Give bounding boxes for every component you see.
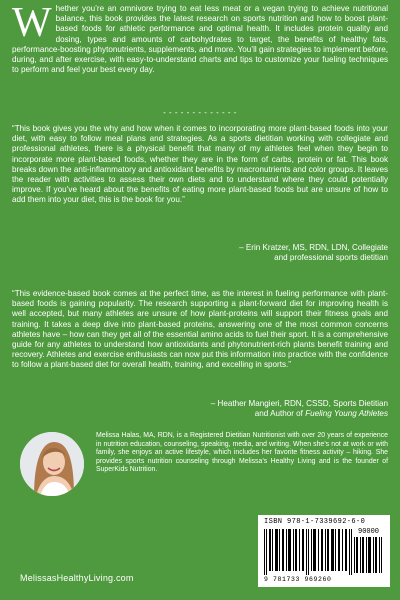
attribution-2-line-2 bbox=[88, 409, 388, 419]
endorsement-quote-1: “This book gives you the why and how when it comes to incorporating more plant-based foods into your diet, with easy to follow meal plans and strategies. As a sports dietitian working with collegiate and professional athletes, there is a physical benefit that many of my athletes feel when they begin to incorporate more plant-based foods, whether they are in the form of carbs, protein or fat. This book breaks down the anti-inflammatory and antioxidant benefits by macronutrients and color groups. It leaves the reader with activities to assess their own diets and to understand where they could potentially improve. If you’ve heard about the benefits of eating more plant-based foods but are unsure of how to add them into your diet, this is the book for you.” bbox=[12, 124, 388, 205]
endorsement-attribution-1 bbox=[88, 243, 388, 263]
attribution-1-line-1: – Erin Kratzer, MS, RDN, LDN, Collegiate bbox=[239, 243, 388, 252]
section-divider: - - - - - - - - - - - - - bbox=[163, 108, 237, 117]
author-bio: Melissa Halas, MA, RDN, is a Registered Dietitian Nutritionist with over 20 years of experience in nutrition education, counseling, speaking, media, and writing. When she’s not at work or with family, she enjoys an active lifestyle, which includes her favorite fitness activity – hiking. She provides sports nutrition counseling through Melissa’s Healthy Living and is the founder of SuperKids Nutrition. bbox=[96, 432, 388, 474]
ean-number: 9 781733 969260 bbox=[264, 576, 332, 583]
supplemental-barcode-bars bbox=[354, 537, 382, 573]
isbn-barcode bbox=[258, 515, 390, 587]
author-photo bbox=[20, 432, 84, 496]
attribution-2-prefix: and Author of bbox=[254, 409, 306, 419]
website-link[interactable]: MelissasHealthyLiving.com bbox=[20, 573, 134, 583]
intro-text: hether you’re an omnivore trying to eat less meat or a vegan trying to achieve nutritional balance, this book provides the latest research on sports nutrition and how to boost plant-based foods for athletic performance and optimal health. It includes protein quality and dosing, types and amounts of carbohydrates to target, the benefits of healthy fats, performance-boosting phytonutrients, supplements, and more. You’ll gain strategies to implement before, during, and after exercise, with easy-to-understand charts and tips to customize your fueling techniques to perform and feel your best every day. bbox=[12, 4, 388, 75]
isbn-text: ISBN 978-1-7339692-6-0 bbox=[264, 518, 366, 526]
endorsement-quote-2: “This evidence-based book comes at the perfect time, as the interest in fueling performance with plant-based foods is gaining popularity. The research supporting a plant-forward diet for improving health is well accepted, but many athletes are unsure of how plant-proteins will support their fitness goals and training. It takes a deep dive into plant-based proteins, answering one of the most common concerns athletes have – how can they get all of the essential amino acids to fuel their sport. It is a comprehensive guide for any athletes to understand how antioxidants and phytonutrient-rich plants benefit training and recovery. Athletes and exercise enthusiasts can now put this information into practice with the confidence to follow a plant-based diet for overall health, training, and excelling in sports.” bbox=[12, 289, 388, 370]
book-title-reference: Fueling Young Athletes bbox=[305, 409, 388, 419]
author-portrait-image bbox=[20, 432, 84, 496]
attribution-2-line-1: – Heather Mangieri, RDN, CSSD, Sports Dietitian bbox=[210, 399, 388, 408]
ean-barcode-bars bbox=[264, 529, 352, 575]
price-code: 90000 bbox=[358, 528, 380, 536]
endorsement-attribution-2 bbox=[88, 399, 388, 419]
intro-paragraph bbox=[12, 0, 388, 75]
attribution-1-line-2: and professional sports dietitian bbox=[274, 253, 388, 263]
drop-cap: W bbox=[12, 0, 52, 46]
